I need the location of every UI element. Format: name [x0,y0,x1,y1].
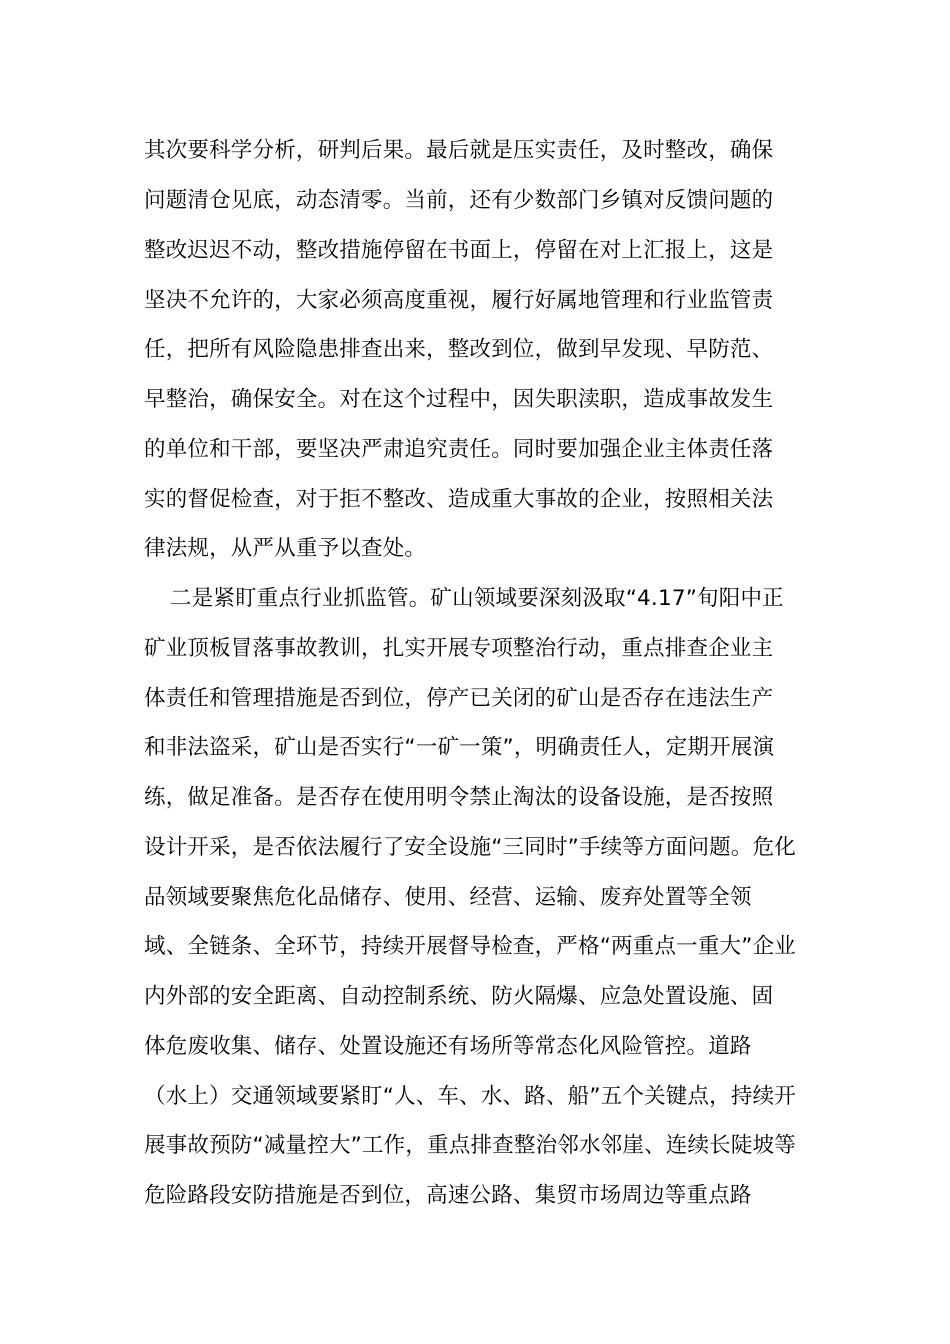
text-line: 体危废收集、储存、处置设施还有场所等常态化风险管控。道路 [144,1034,752,1059]
text-line: 律法规，从严从重予以查处。 [144,536,427,561]
text-line: 任，把所有风险隐患排查出来，整改到位，做到早发现、早防范、 [144,337,774,362]
text-line: 域、全链条、全环节，持续开展督导检查，严格“两重点一重大”企业 [144,934,796,959]
text-line: 其次要科学分析，研判后果。最后就是压实责任，及时整改，确保 [144,138,774,163]
text-line: 问题清仓见底，动态清零。当前，还有少数部门乡镇对反馈问题的 [144,188,774,213]
text-line: 内外部的安全距离、自动控制系统、防火隔爆、应急处置设施、固 [144,984,774,1009]
text-line: 和非法盗采，矿山是否实行“一矿一策”，明确责任人，定期开展演 [144,735,775,760]
text-line: 设计开采，是否依法履行了安全设施“三同时”手续等方面问题。危化 [144,835,796,860]
text-line: 品领域要聚焦危化品储存、使用、经营、运输、废弃处置等全领 [144,885,752,910]
text-line: 练，做足准备。是否存在使用明令禁止淘汰的设备设施，是否按照 [144,785,774,810]
text-line: 实的督促检查，对于拒不整改、造成重大事故的企业，按照相关法 [144,487,774,512]
text-line: 坚决不允许的，大家必须高度重视，履行好属地管理和行业监管责 [144,288,774,313]
text-line: 的单位和干部，要坚决严肃追究责任。同时要加强企业主体责任落 [144,437,774,462]
text-line: （水上）交通领域要紧盯“人、车、水、路、船”五个关键点，持续开 [144,1084,796,1109]
text-line: 早整治，确保安全。对在这个过程中，因失职渎职，造成事故发生 [144,387,774,412]
text-line: 体责任和管理措施是否到位，停产已关闭的矿山是否存在违法生产 [144,686,774,711]
paragraph-first-line: 二是紧盯重点行业抓监管。矿山领域要深刻汲取“4.17”旬阳中正 [170,586,784,611]
text-line: 整改迟迟不动，整改措施停留在书面上，停留在对上汇报上，这是 [144,238,774,263]
text-line: 展事故预防“减量控大”工作，重点排查整治邻水邻崖、连续长陡坡等 [144,1133,796,1158]
text-line: 危险路段安防措施是否到位，高速公路、集贸市场周边等重点路 [144,1183,752,1208]
text-line: 矿业顶板冒落事故教训，扎实开展专项整治行动，重点排查企业主 [144,636,774,661]
